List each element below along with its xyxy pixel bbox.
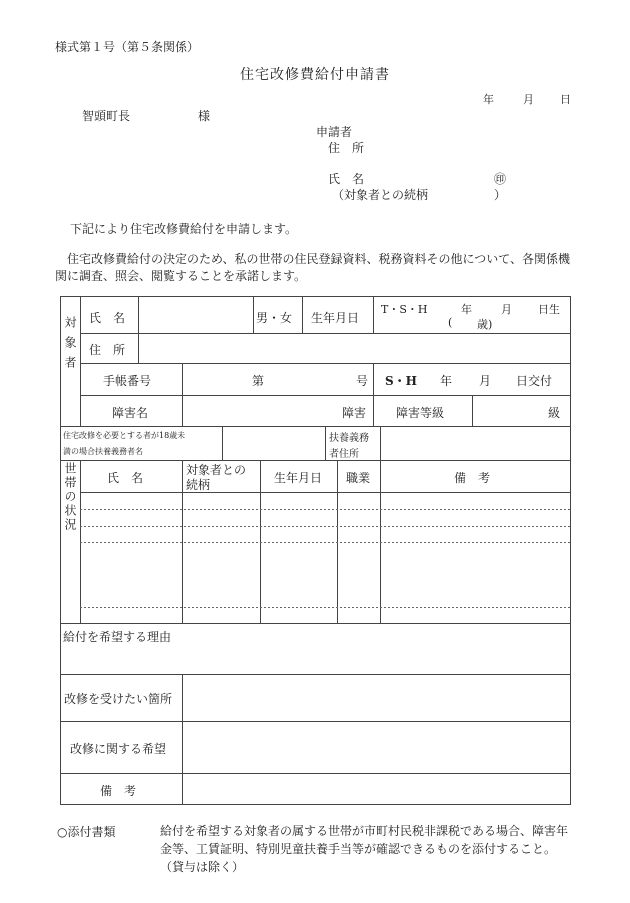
guardian-address-line2: 者住所 xyxy=(329,449,359,460)
issue-era: S・H xyxy=(385,374,418,388)
seal-mark: ㊞ xyxy=(494,172,507,186)
date-month-label: 月 xyxy=(523,93,534,106)
attachments-label: ○添付書類 xyxy=(57,825,116,839)
disability-suffix: 障害 xyxy=(342,406,367,420)
applicant-address-label: 住 所 xyxy=(328,141,365,155)
consent-statement: 住宅改修費給付の決定のため、私の世帯の住民登録資料、税務資料その他について、各関係機関に調査、照会、閲覧することを承諾します。 xyxy=(55,252,571,283)
date-day-label: 日 xyxy=(560,93,571,106)
birth-day: 日生 xyxy=(538,303,560,316)
attachments-text: 給付を希望する対象者の属する世帯が市町村民税非課税である場合、障害年金等、工賃証明、特別児童扶養手当等が確認できるものを添付すること。（貸与は除く） xyxy=(160,824,569,874)
handbook-suffix: 号 xyxy=(356,374,369,388)
form-number: 様式第１号（第５条関係） xyxy=(55,40,200,54)
birth-date-label: 生年月日 xyxy=(311,311,360,325)
issue-month: 月 xyxy=(479,374,492,388)
handbook-prefix: 第 xyxy=(252,374,265,388)
request-statement: 下記により住宅改修費給付を申請します。 xyxy=(70,222,298,236)
birth-month: 月 xyxy=(501,303,512,316)
birth-year: 年 xyxy=(461,303,472,316)
household-name-label: 氏 名 xyxy=(107,471,144,485)
request-label: 改修に関する希望 xyxy=(70,742,167,756)
disability-name-label: 障害名 xyxy=(112,406,149,420)
applicant-name-label: 氏 名 xyxy=(328,172,365,186)
reason-label: 給付を希望する理由 xyxy=(63,630,172,644)
guardian-address-line1: 扶養義務 xyxy=(329,433,369,444)
issue-year: 年 xyxy=(440,374,453,388)
guardian-label-line2: 満の場合扶養義務者名 xyxy=(63,447,143,456)
age-unit: 歳) xyxy=(477,318,493,331)
addressee: 智頭町長 xyxy=(82,109,131,123)
addressee-honorific: 様 xyxy=(198,109,211,123)
applicant-label: 申請者 xyxy=(316,125,353,139)
subject-address-label: 住 所 xyxy=(89,343,126,357)
disability-grade-label: 障害等級 xyxy=(396,406,445,420)
relation-close: ） xyxy=(494,188,507,202)
household-label: 世帯の状況 xyxy=(63,462,77,532)
grade-suffix: 級 xyxy=(548,406,561,420)
household-relation-line2: 続柄 xyxy=(186,478,211,492)
household-birth-label: 生年月日 xyxy=(274,471,323,485)
household-remarks-label: 備 考 xyxy=(454,471,491,485)
age-open: ( xyxy=(448,316,453,329)
birth-era: T・S・H xyxy=(381,303,428,316)
guardian-label-line1: 住宅改修を必要とする者が18歳未 xyxy=(63,431,186,440)
subject-name-label: 氏 名 xyxy=(89,311,126,325)
handbook-label: 手帳番号 xyxy=(103,374,152,388)
household-job-label: 職業 xyxy=(346,471,371,485)
date-year-label: 年 xyxy=(483,93,494,106)
location-label: 改修を受けたい箇所 xyxy=(64,692,173,706)
relation-label: （対象者との続柄 xyxy=(332,188,429,202)
subject-label: 対象者 xyxy=(63,316,77,376)
gender-label: 男・女 xyxy=(256,311,293,325)
household-relation-line1: 対象者との xyxy=(186,463,247,477)
remarks-label: 備 考 xyxy=(100,784,137,798)
issue-day: 日交付 xyxy=(516,374,553,388)
form-title: 住宅改修費給付申請書 xyxy=(240,67,390,83)
